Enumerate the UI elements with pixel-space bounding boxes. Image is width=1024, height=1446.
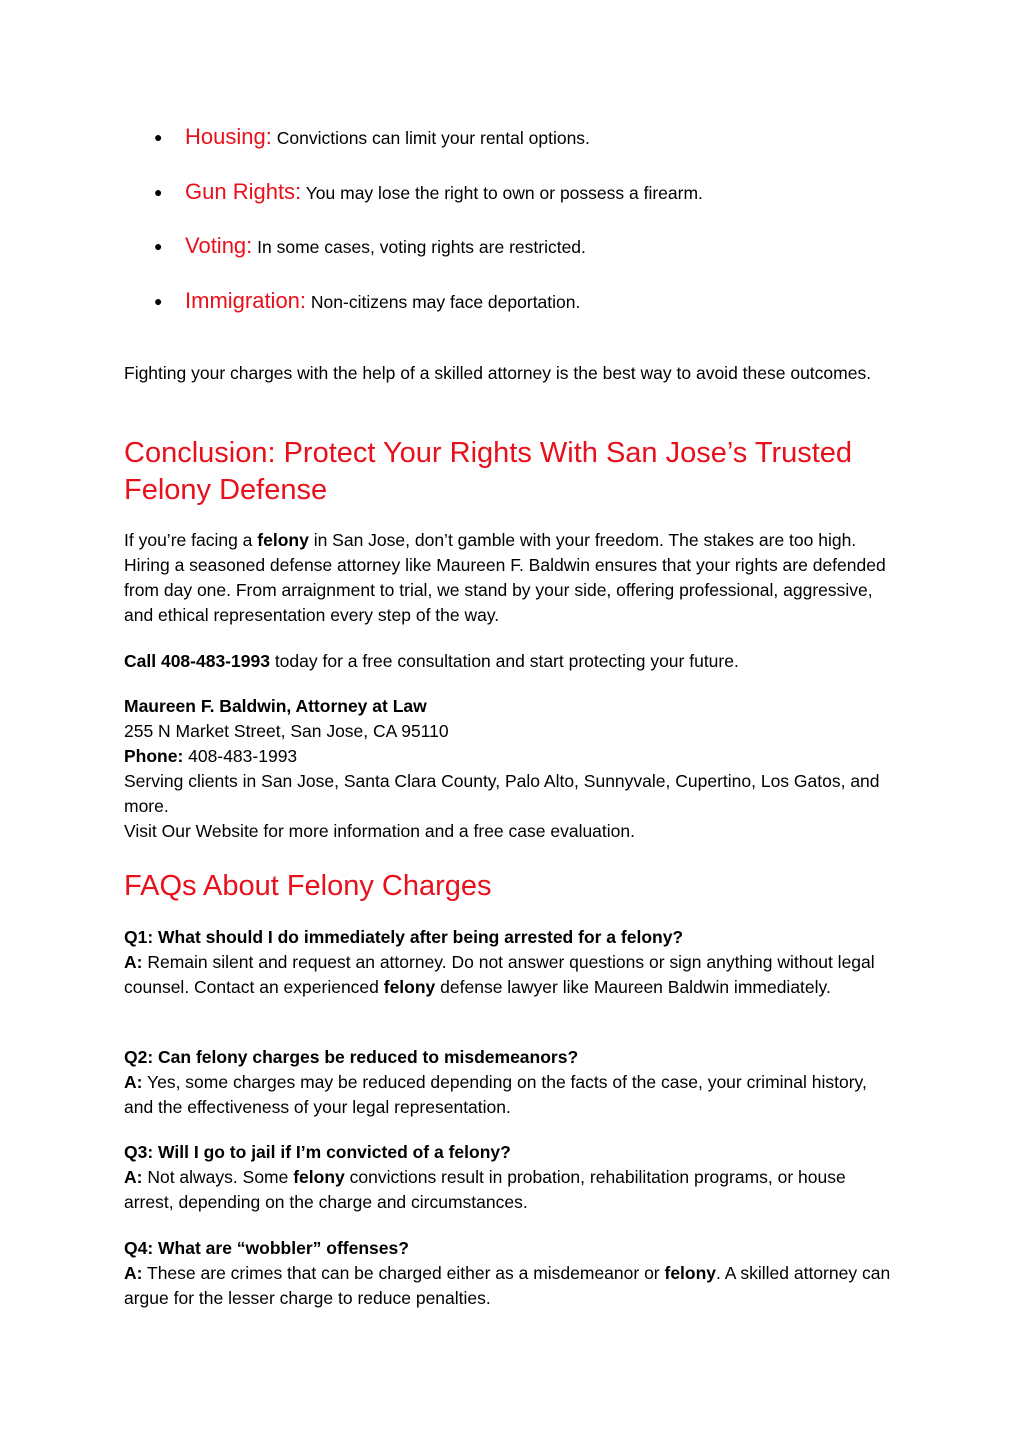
- bullet-dot-icon: ●: [154, 129, 163, 145]
- conclusion-text: in San Jose, don’t gamble with your freedom. The stakes are too high. Hiring a seasoned defense attorney like Maureen F. Baldwin ensures that your rights are defended from day one. From arraignment to trial, we stand by your side, offering professional, aggressive, and ethical representation every step of the way.: [124, 530, 886, 625]
- conclusion-heading-line2: Felony Defense: [124, 473, 328, 506]
- bullet-text: You may lose the right to own or possess a firearm.: [305, 182, 703, 203]
- answer-label: A:: [124, 1167, 143, 1187]
- answer-text: convictions result in probation, rehabilitation programs, or house arrest, depending on the charge and circumstances.: [124, 1167, 846, 1212]
- conclusion-heading: [124, 435, 894, 508]
- bullet-term: Housing:: [185, 124, 272, 149]
- bullet-dot-icon: ●: [154, 292, 163, 309]
- answer-text: defense lawyer like Maureen Baldwin immediately.: [435, 977, 831, 997]
- phone-label: Phone:: [124, 746, 184, 766]
- contact-block: [124, 694, 894, 844]
- bullet-text: In some cases, voting rights are restricted.: [257, 237, 586, 257]
- bullet-dot-icon: ●: [154, 238, 163, 254]
- answer-text: Not always. Some: [142, 1167, 294, 1187]
- faq-question: Q3: Will I go to jail if I’m convicted of a felony?: [124, 1142, 511, 1162]
- call-text: today for a free consultation and start protecting your future.: [269, 651, 739, 671]
- answer-label: A:: [124, 1072, 143, 1092]
- bullet-term: Immigration:: [185, 287, 307, 313]
- answer-text: . A skilled attorney can argue for the lesser charge to reduce penalties.: [124, 1263, 891, 1308]
- bullet-term: Gun Rights:: [185, 178, 302, 204]
- faq-question: Q1: What should I do immediately after being arrested for a felony?: [124, 927, 684, 947]
- conclusion-bold: felony: [257, 530, 309, 550]
- list-item: [124, 221, 894, 276]
- call-bold: Call 408-483-1993: [124, 651, 270, 671]
- call-paragraph: [124, 649, 894, 674]
- firm-name: Maureen F. Baldwin, Attorney at Law: [124, 696, 427, 716]
- answer-label: A:: [124, 1263, 143, 1283]
- faq-item: [124, 1140, 894, 1215]
- list-item: [124, 276, 894, 331]
- list-item: [124, 167, 894, 222]
- faq-answer: [124, 1165, 894, 1215]
- list-item: [124, 112, 894, 167]
- answer-text: These are crimes that can be charged either as a misdemeanor or: [142, 1263, 665, 1283]
- conclusion-text: If you’re facing a: [124, 530, 258, 550]
- answer-label: A:: [124, 952, 143, 972]
- phone-number: 408-483-1993: [183, 746, 298, 766]
- bullet-dot-icon: ●: [154, 183, 163, 200]
- answer-bold: felony: [664, 1263, 717, 1283]
- consequences-list: [124, 112, 894, 330]
- faq-answer: [124, 950, 894, 1000]
- faq-item: [124, 1045, 894, 1120]
- answer-bold: felony: [293, 1167, 345, 1187]
- faq-heading: FAQs About Felony Charges: [124, 870, 492, 902]
- faq-question: Q2: Can felony charges be reduced to misdemeanors?: [124, 1047, 579, 1067]
- answer-bold: felony: [383, 977, 436, 997]
- answer-text: Yes, some charges may be reduced depending on the facts of the case, your criminal history, and the effectiveness of your legal representation.: [124, 1072, 867, 1117]
- serving-areas: Serving clients in San Jose, Santa Clara County, Palo Alto, Sunnyvale, Cupertino, Los Gatos, and more.: [124, 771, 880, 816]
- conclusion-heading-line1: Conclusion: Protect Your Rights With San Jose’s Trusted: [124, 437, 853, 469]
- bullet-term: Voting:: [185, 233, 253, 258]
- conclusion-paragraph: [124, 528, 894, 628]
- faq-item: [124, 925, 894, 1000]
- phone-line: [124, 744, 894, 769]
- fighting-paragraph: Fighting your charges with the help of a skilled attorney is the best way to avoid these outcomes.: [124, 363, 872, 383]
- faq-answer: [124, 1261, 894, 1311]
- bullet-text: Convictions can limit your rental options.: [276, 128, 590, 148]
- faq-answer: [124, 1070, 894, 1120]
- firm-address: 255 N Market Street, San Jose, CA 95110: [124, 721, 449, 741]
- website-text: Visit Our Website for more information and a free case evaluation.: [124, 821, 635, 841]
- bullet-text: Non-citizens may face deportation.: [310, 291, 581, 312]
- faq-item: [124, 1236, 894, 1311]
- faq-question: Q4: What are “wobbler” offenses?: [124, 1238, 409, 1258]
- answer-text: Remain silent and request an attorney. Do not answer questions or sign anything without legal counsel. Contact an experienced: [124, 952, 875, 997]
